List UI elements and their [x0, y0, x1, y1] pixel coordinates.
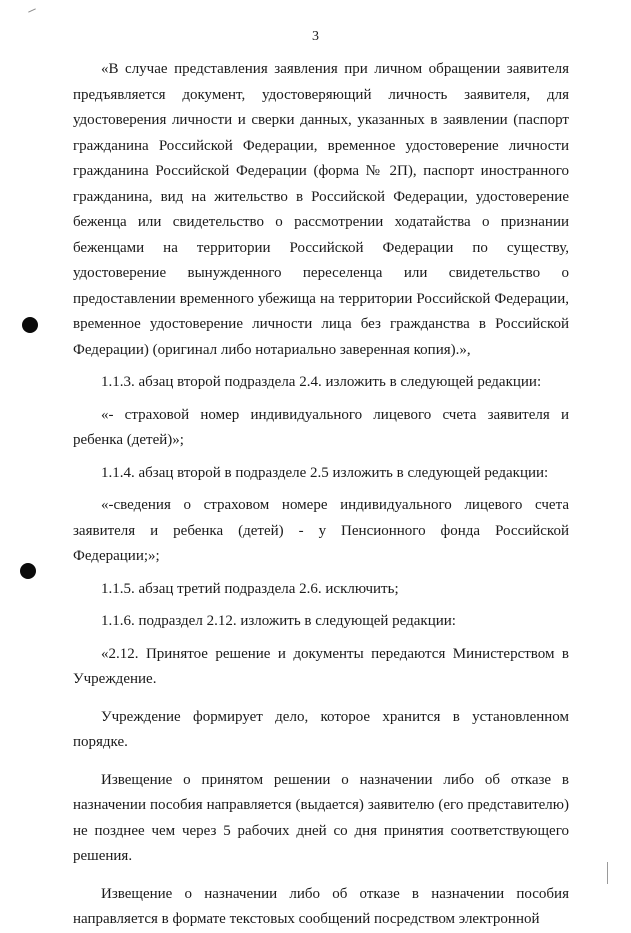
scan-edge-mark [607, 862, 608, 884]
paragraph-1-1-5: 1.1.5. абзац третий подраздела 2.6. исключить; [101, 580, 399, 597]
document-body [73, 57, 569, 933]
binder-hole-upper [22, 317, 38, 333]
paragraph-1-1-3: 1.1.3. абзац второй подраздела 2.4. изложить в следующей редакции: [101, 374, 542, 390]
paragraph-identity-documents: «В случае представления заявления при личном обращении заявителя предъявляется документ, удостоверяющий личность заявителя, для удостоверения личности и сверки данных, указанных в заявлении (паспорт гражданина Российской Федерации, временное удостоверение личности гражданина Российской Федерации (форма № 2П), паспорт иностранного гражданина, вид на жительство в Российской Федерации, удостоверение беженца или свидетельство о рассмотрении ходатайства о признании беженцами на территории Российской Федерации по существу, удостоверение вынужденного переселенца или свидетельство о предоставлении временного убежища на территории Российской Федерации, временное удостоверение личности лица без гражданства в Российской Федерации) (оригинал либо нотариально заверенная копия).», [73, 61, 569, 358]
paragraph-1-1-4: 1.1.4. абзац второй в подразделе 2.5 изложить в следующей редакции: [101, 464, 549, 481]
paragraph-snils-quote: «- страховой номер индивидуального лицевого счета заявителя и ребенка (детей)»; [73, 406, 569, 448]
paragraph-1-1-6: 1.1.6. подраздел 2.12. изложить в следующей редакции: [101, 613, 456, 629]
paragraph-2-12: «2.12. Принятое решение и документы передаются Министерством в Учреждение. [73, 645, 569, 687]
paragraph-case-file: Учреждение формирует дело, которое хранится в установленном порядке. [73, 708, 569, 750]
paragraph-pension-fund-quote: «-сведения о страховом номере индивидуального лицевого счета заявителя и ребенка (детей) - у Пенсионного фонда Российской Федерации;»; [73, 497, 569, 564]
page-number: 3 [312, 29, 319, 44]
paragraph-notice-format: Извещение о назначении либо об отказе в назначении пособия направляется в формате текстовых сообщений посредством электронной [73, 885, 569, 927]
paragraph-notice-deadline: Извещение о принятом решении о назначении либо об отказе в назначении пособия направляется (выдается) заявителю (его представителю) не позднее чем через 5 рабочих дней со дня принятия соответствующего решения. [73, 771, 569, 864]
scan-mark [28, 8, 36, 12]
binder-hole-lower [20, 563, 36, 579]
